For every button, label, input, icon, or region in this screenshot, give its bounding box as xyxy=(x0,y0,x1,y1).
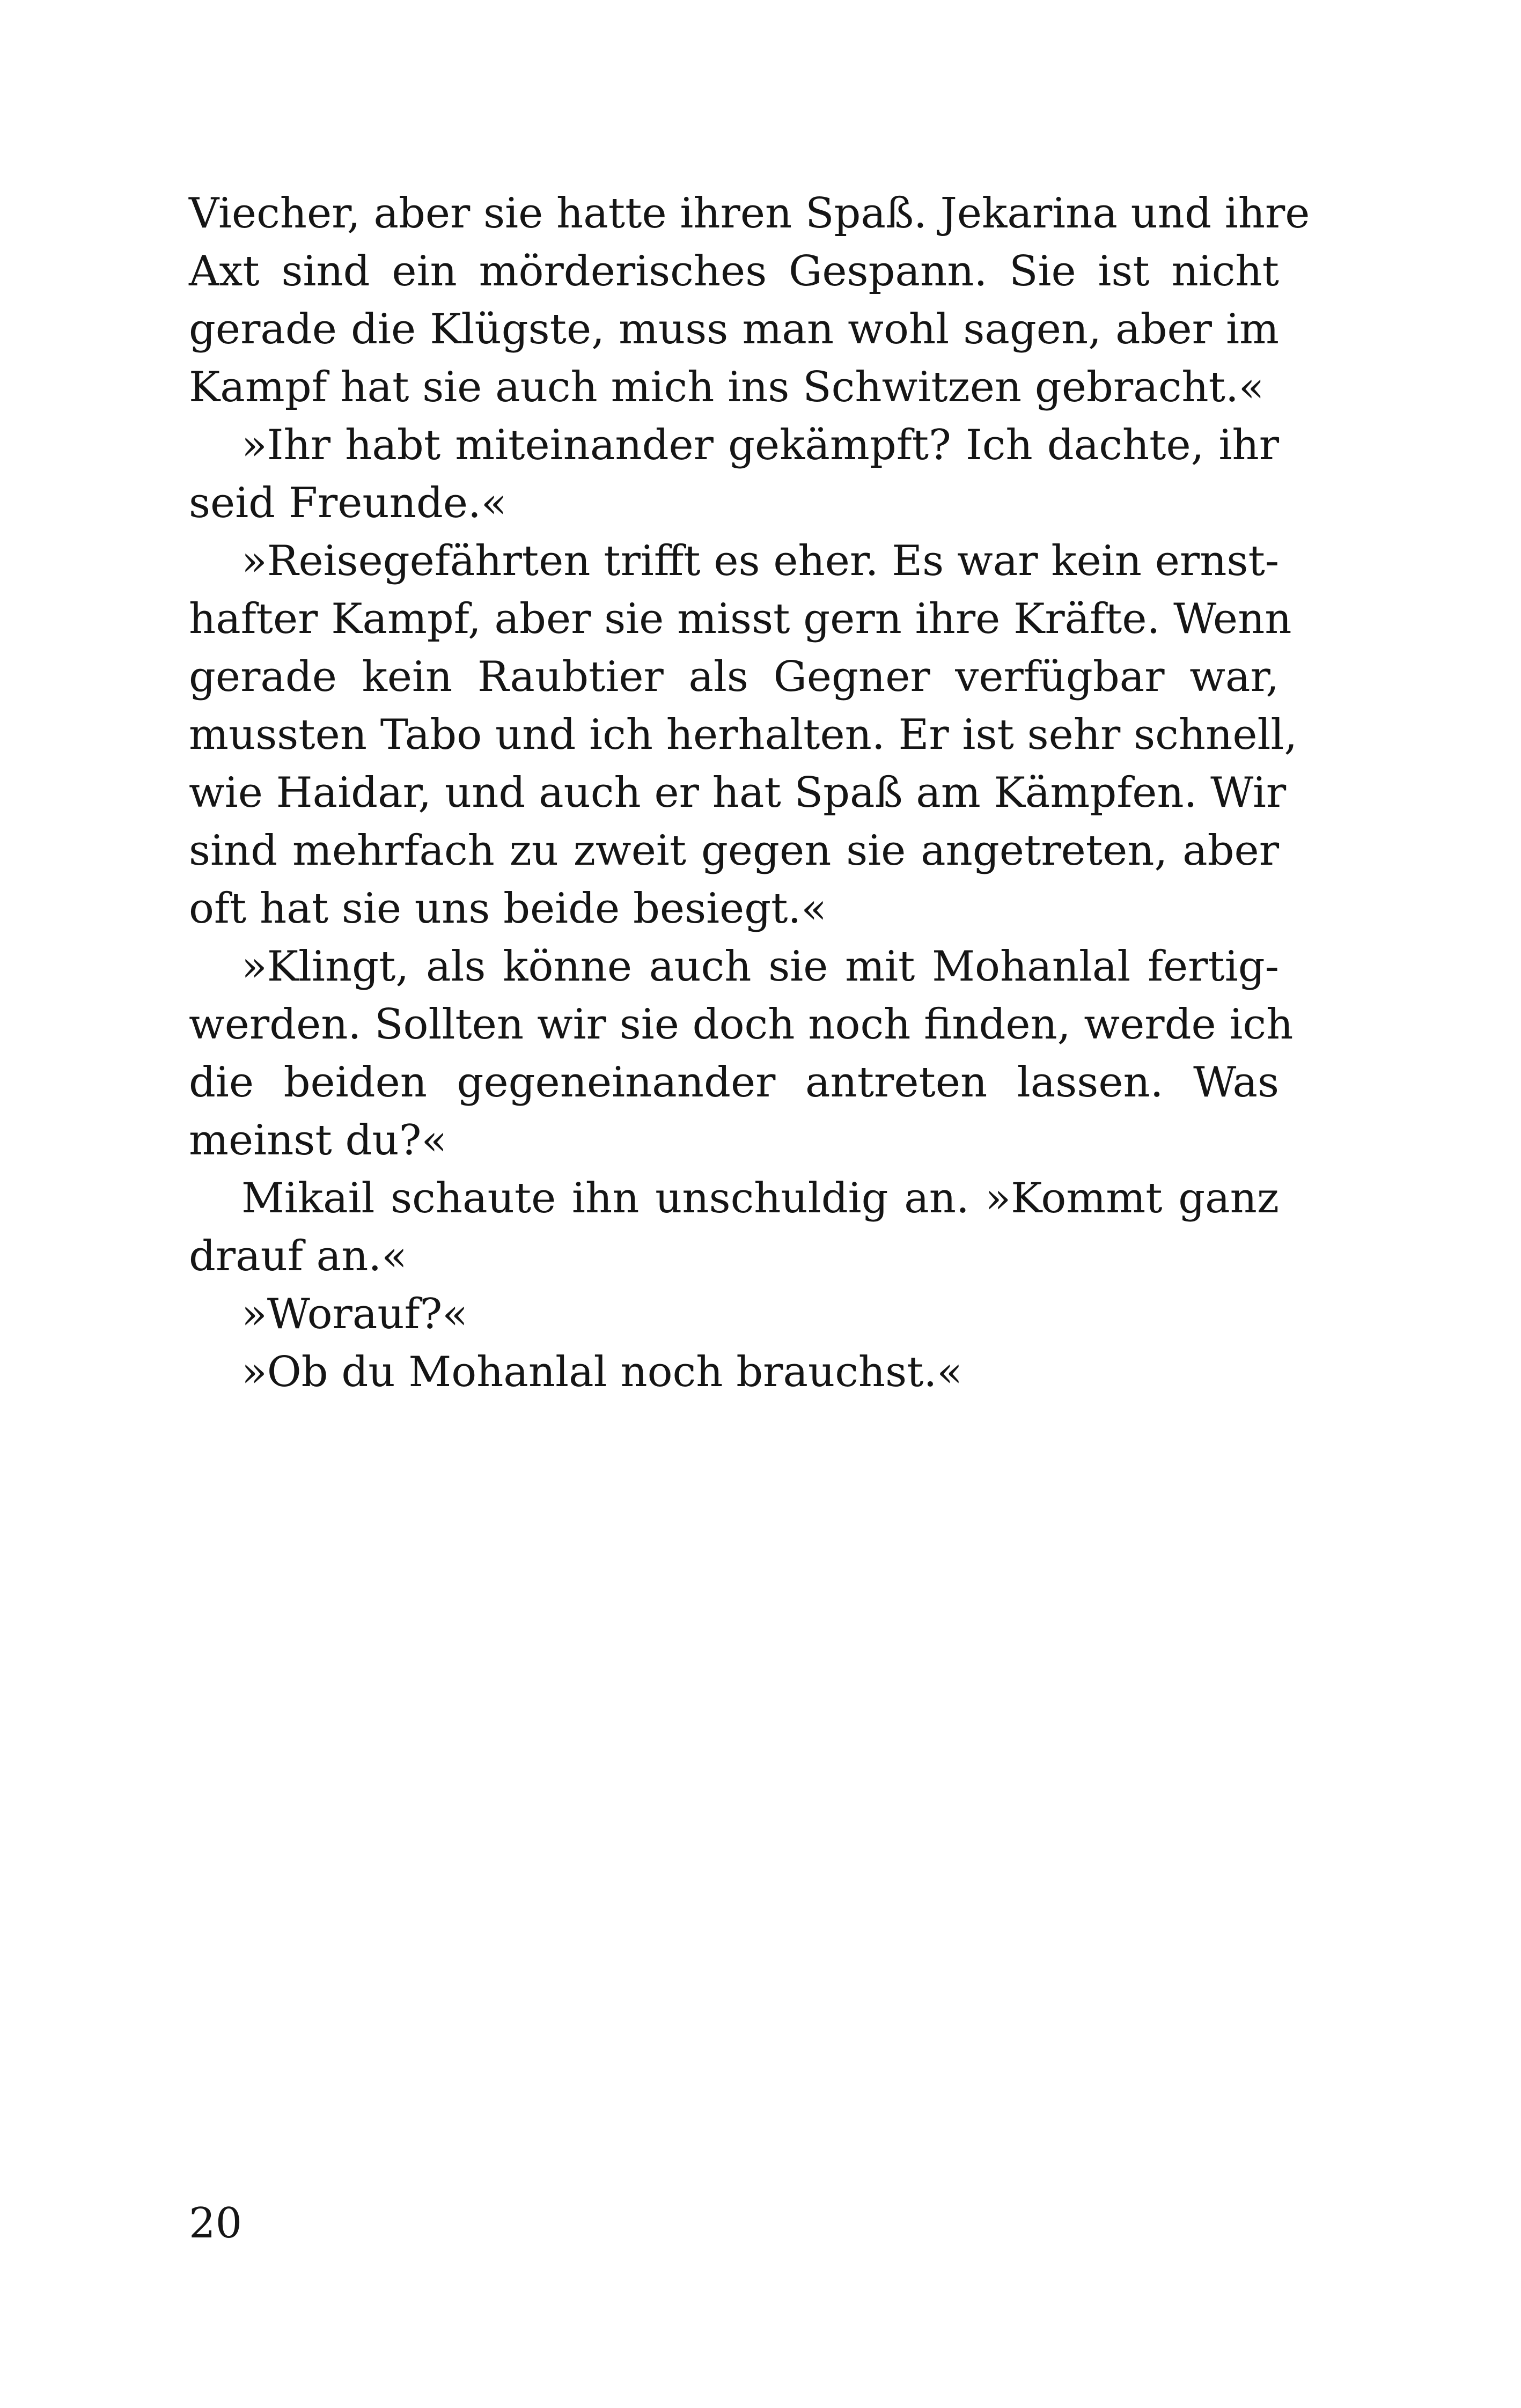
text-line: die beiden gegeneinander antreten lassen. Was xyxy=(189,1058,1279,1107)
text-line: werden. Sollten wir sie doch noch finden, werde ich xyxy=(189,1000,1294,1049)
text-line: Mikail schaute ihn unschuldig an. »Kommt ganz xyxy=(241,1174,1279,1223)
text-line: mussten Tabo und ich herhalten. Er ist sehr schnell, xyxy=(189,711,1298,759)
text-line: wie Haidar, und auch er hat Spaß am Kämpfen. Wir xyxy=(189,769,1287,817)
text-line: »Klingt, als könne auch sie mit Mohanlal fertig- xyxy=(241,942,1279,991)
text-line: drauf an.« xyxy=(189,1232,407,1280)
text-line: »Worauf?« xyxy=(241,1290,468,1338)
text-line: »Ihr habt miteinander gekämpft? Ich dachte, ihr xyxy=(241,421,1279,469)
text-line: »Reisegefährten trifft es eher. Es war kein ernst- xyxy=(241,537,1280,585)
text-line: »Ob du Mohanlal noch brauchst.« xyxy=(241,1348,963,1396)
text-line: meinst du?« xyxy=(189,1116,447,1165)
text-line: gerade die Klügste, muss man wohl sagen, aber im xyxy=(189,305,1279,354)
text-line: Viecher, aber sie hatte ihren Spaß. Jekarina und ihre xyxy=(189,189,1310,238)
text-line: hafter Kampf, aber sie misst gern ihre Kräfte. Wenn xyxy=(189,595,1292,643)
text-line: gerade kein Raubtier als Gegner verfügbar war, xyxy=(189,653,1279,701)
text-line: Axt sind ein mörderisches Gespann. Sie ist nicht xyxy=(189,247,1279,296)
text-line: Kampf hat sie auch mich ins Schwitzen gebracht.« xyxy=(189,363,1265,411)
text-line: oft hat sie uns beide besiegt.« xyxy=(189,885,827,933)
text-line: sind mehrfach zu zweit gegen sie angetreten, aber xyxy=(189,827,1279,875)
text-line: seid Freunde.« xyxy=(189,479,507,527)
body-text xyxy=(189,185,1310,1401)
page-number: 20 xyxy=(189,2199,243,2248)
